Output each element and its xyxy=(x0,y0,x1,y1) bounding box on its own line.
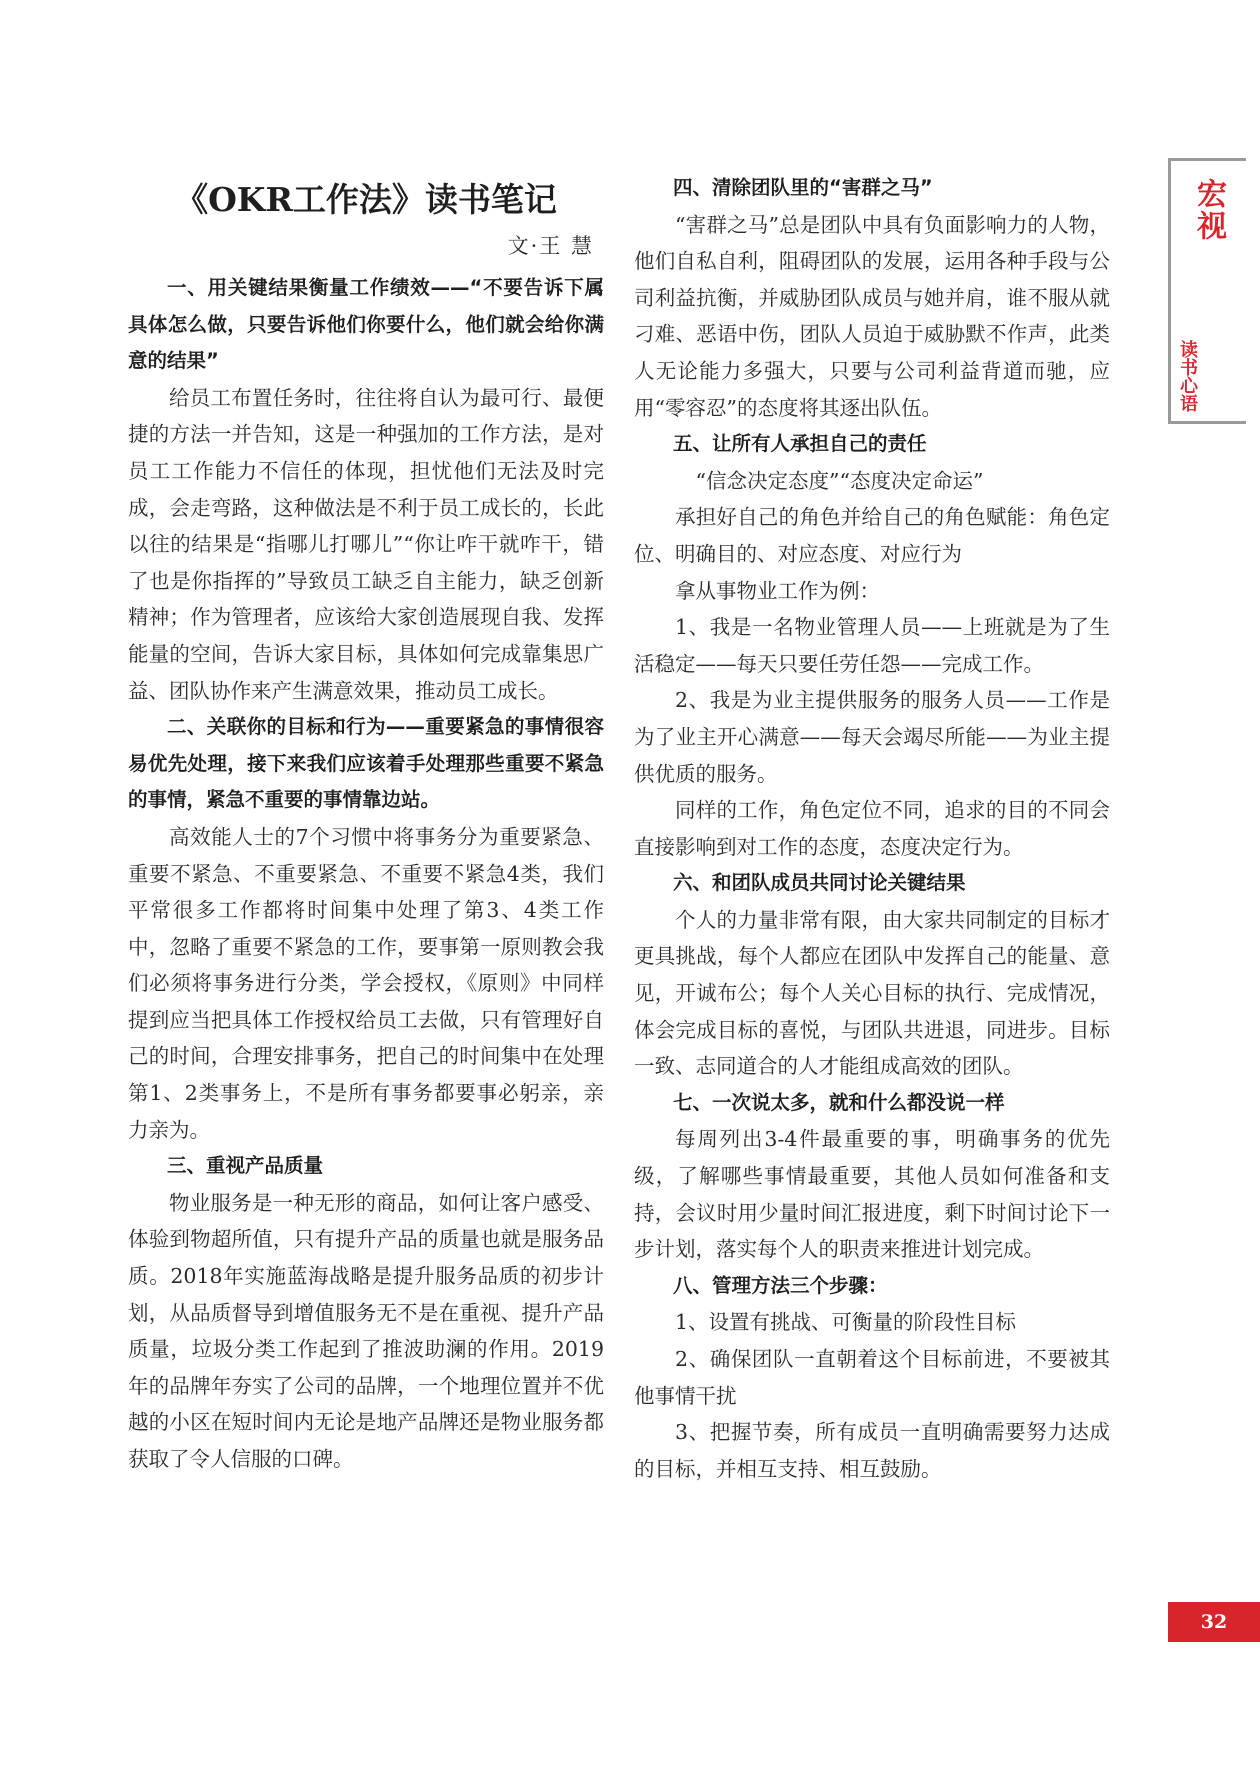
paragraph: “害群之马”总是团队中具有负面影响力的人物，他们自私自利，阻碍团队的发展，运用各种手段与公司利益抗衡，并威胁团队成员与她并肩，谁不服从就刁难、恶语中伤，团队人员迫于威胁默不作声，此类人无论能力多强大，只要与公司利益背道而驰，应用“零容忍”的态度将其逐出队伍。 xyxy=(634,212,1110,420)
article-title: 《OKR工作法》读书笔记 xyxy=(175,180,557,219)
paragraph: 给员工布置任务时，往往将自认为最可行、最便捷的方法一并告知，这是一种强加的工作方法，是对员工工作能力不信任的体现，担忧他们无法及时完成，会走弯路，这种做法是不利于员工成长的，长此以往的结果是“指哪儿打哪儿”“你让咋干就咋干，错了也是你指挥的”导致员工缺乏自主能力，缺乏创新精神；作为管理者，应该给大家创造展现自我、发挥能量的空间，告诉大家目标，具体如何完成靠集思广益、团队协作来产生满意效果，推动员工成长。 xyxy=(128,385,604,703)
left-column-body xyxy=(128,270,604,1478)
motto-line: “信念决定态度”“态度决定命运” xyxy=(695,468,984,493)
paragraph: 物业服务是一种无形的商品，如何让客户感受、体验到物超所值，只有提升产品的质量也就是服务品质。2018年实施蓝海战略是提升服务品质的初步计划，从品质督导到增值服务无不是在重视、提升产品质量，垃圾分类工作起到了推波助澜的作用。2019年的品牌年夯实了公司的品牌，一个地理位置并不优越的小区在短时间内无论是地产品牌还是物业服务都获取了令人信服的口碑。 xyxy=(128,1190,604,1471)
paragraph: 1、我是一名物业管理人员——上班就是为了生活稳定——每天只要任劳任怨——完成工作。 xyxy=(634,615,1110,676)
paragraph: 3、把握节奏，所有成员一直明确需要努力达成的目标，并相互支持、相互鼓励。 xyxy=(634,1420,1110,1481)
section-heading: 四、清除团队里的“害群之马” xyxy=(673,176,933,199)
paragraph: 个人的力量非常有限，由大家共同制定的目标才更具挑战，每个人都应在团队中发挥自己的能量、意见，开诚布公；每个人关心目标的执行、完成情况，体会完成目标的喜悦，与团队共进退，同进步。目标一致、志同道合的人才能组成高效的团队。 xyxy=(634,907,1110,1079)
article-author: 文·王 慧 xyxy=(507,234,594,258)
section-heading: 五、让所有人承担自己的责任 xyxy=(673,432,927,456)
section-heading: 一、用关键结果衡量工作绩效——“不要告诉下属具体怎么做，只要告诉他们你要什么，他们就会给你满意的结果” xyxy=(128,276,604,373)
paragraph: 2、我是为业主提供服务的服务人员——工作是为了业主开心满意——每天会竭尽所能——为业主提供优质的服务。 xyxy=(634,688,1110,786)
paragraph: 1、设置有挑战、可衡量的阶段性目标 xyxy=(675,1310,1017,1335)
section-heading: 六、和团队成员共同讨论关键结果 xyxy=(673,871,966,895)
right-column-body xyxy=(634,170,1110,1487)
section-heading: 七、一次说太多，就和什么都没说一样 xyxy=(673,1090,1005,1114)
paragraph: 同样的工作，角色定位不同，追求的目的不同会直接影响到对工作的态度，态度决定行为。 xyxy=(634,798,1110,859)
right-column xyxy=(634,170,1110,1487)
section-subtitle: 读书心语 xyxy=(1177,340,1198,412)
paragraph: 高效能人士的7个习惯中将事务分为重要紧急、重要不紧急、不重要紧急、不重要不紧急4类，我们平常很多工作都将时间集中处理了第3、4类工作中，忽略了重要不紧急的工作，要事第一原则教会我们必须将事务进行分类，学会授权，《原则》中同样提到应当把具体工作授权给员工去做，只有管理好自己的时间，合理安排事务，把自己的时间集中在处理第1、2类事务上，不是所有事务都要事必躬亲，亲力亲为。 xyxy=(128,824,604,1142)
left-column xyxy=(128,174,604,1478)
section-heading: 二、关联你的目标和行为——重要紧急的事情很容易优先处理，接下来我们应该着手处理那些重要不紧急的事情，紧急不重要的事情靠边站。 xyxy=(128,715,604,812)
paragraph: 承担好自己的角色并给自己的角色赋能：角色定位、明确目的、对应态度、对应行为 xyxy=(634,505,1110,566)
paragraph: 每周列出3-4件最重要的事，明确事务的优先级，了解哪些事情最重要，其他人员如何准备和支持，会议时用少量时间汇报进度，剩下时间讨论下一步计划，落实每个人的职责来推进计划完成。 xyxy=(634,1127,1110,1262)
paragraph: 2、确保团队一直朝着这个目标前进，不要被其他事情干扰 xyxy=(634,1347,1110,1408)
section-heading: 三、重视产品质量 xyxy=(167,1154,324,1178)
page-number: 32 xyxy=(1168,1602,1260,1642)
section-title: 宏视 xyxy=(1191,178,1226,242)
paragraph: 拿从事物业工作为例： xyxy=(675,578,880,603)
section-heading: 八、管理方法三个步骤： xyxy=(673,1273,888,1297)
